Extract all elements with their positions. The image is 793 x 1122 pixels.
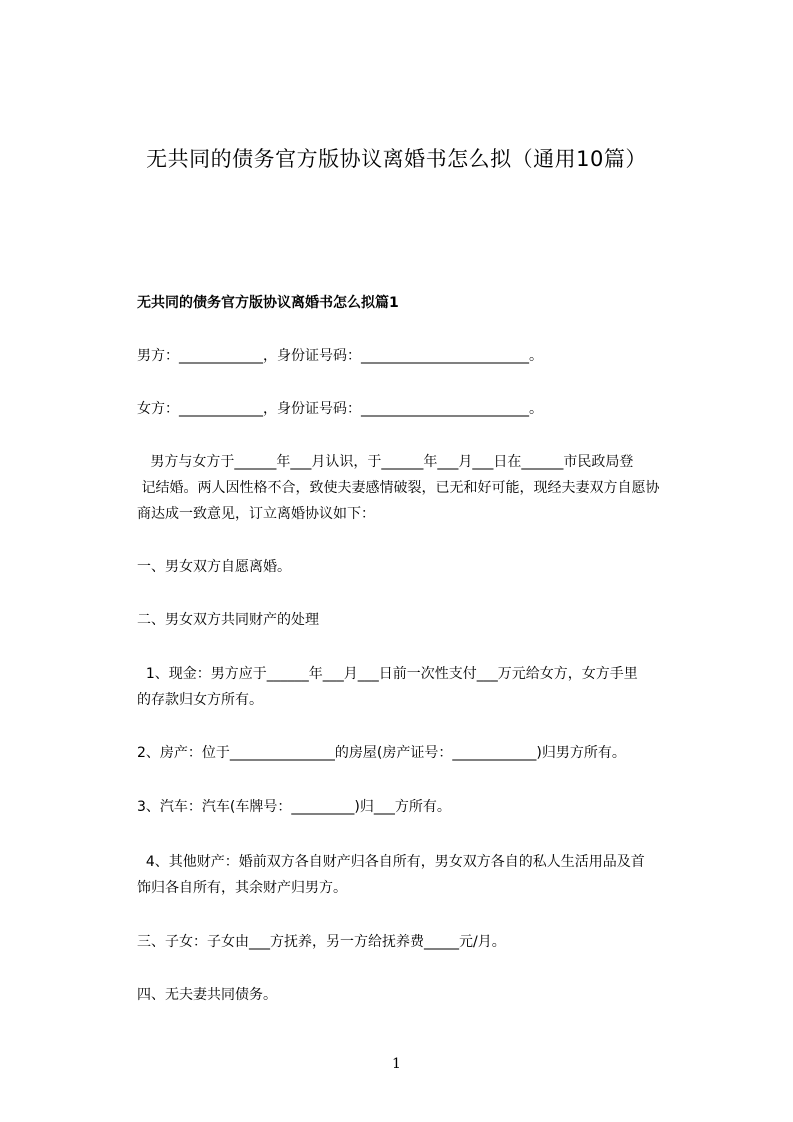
intro-paragraph-line-2: 记结婚。两人因性格不合，致使夫妻感情破裂，已无和好可能，现经夫妻双方自愿协 [137, 480, 660, 496]
clause-1: 一、男女双方自愿离婚。 [137, 559, 291, 575]
clause-4-debts: 四、无夫妻共同债务。 [137, 987, 277, 1003]
intro-paragraph-line-3: 商达成一致意见，订立离婚协议如下： [137, 506, 375, 522]
clause-3-children: 三、子女：子女由___方抚养，另一方给抚养费_____元/月。 [137, 934, 506, 950]
male-party-line: 男方：____________，身份证号码：________________________。 [137, 348, 543, 364]
house-item: 2、房产：位于_______________的房屋(房产证号：____________)归男方所有。 [137, 745, 626, 761]
section-heading: 无共同的债务官方版协议离婚书怎么拟篇1 [137, 295, 399, 311]
other-property-line-1: 4、其他财产：婚前双方各自财产归各自所有，男女双方各自的私人生活用品及首 [137, 854, 645, 870]
page-title: 无共同的债务官方版协议离婚书怎么拟（通用10篇） [146, 147, 647, 171]
page-number: 1 [392, 1056, 401, 1072]
clause-2: 二、男女双方共同财产的处理 [137, 612, 319, 628]
cash-item-line-2: 的存款归女方所有。 [137, 692, 263, 708]
intro-paragraph-line-1: 男方与女方于______年___月认识，于______年___月___日在______市民政局登 [137, 454, 634, 470]
cash-item-line-1: 1、现金：男方应于______年___月___日前一次性支付___万元给女方，女方手里 [137, 666, 638, 682]
car-item: 3、汽车：汽车(车牌号：_________)归___方所有。 [137, 799, 451, 815]
other-property-line-2: 饰归各自所有，其余财产归男方。 [137, 880, 347, 896]
female-party-line: 女方：____________，身份证号码：________________________。 [137, 401, 543, 417]
